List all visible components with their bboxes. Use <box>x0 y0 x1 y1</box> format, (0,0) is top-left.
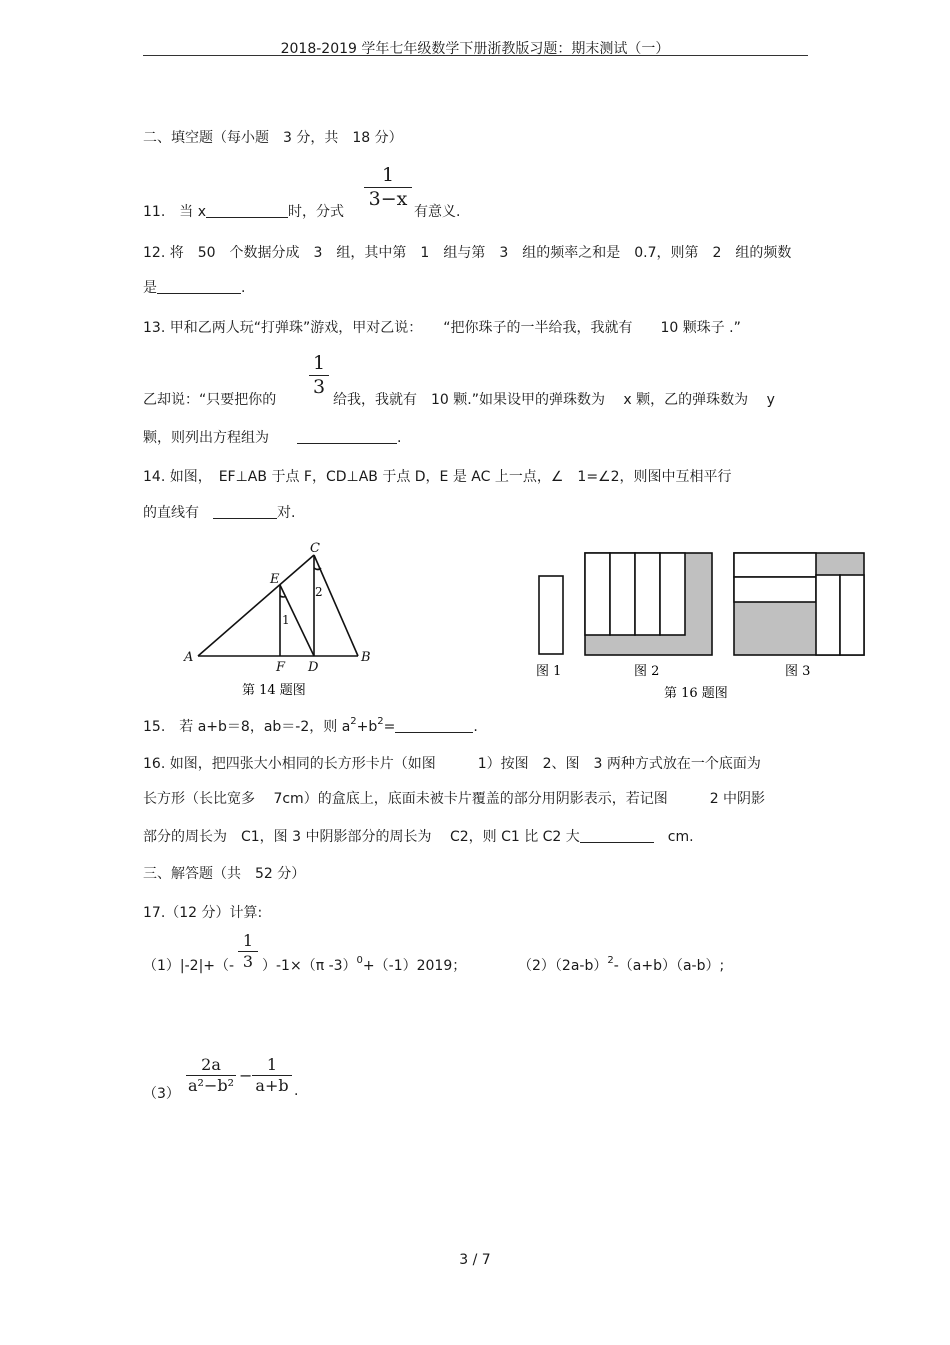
q11-tail: 有意义. <box>414 204 461 220</box>
q11-mid: 时，分式 <box>288 204 344 220</box>
segment-AC <box>198 555 314 656</box>
fig2-card-2 <box>610 553 635 635</box>
q17-part3-numerator-1: 2a <box>201 1055 221 1074</box>
angle-1-arc <box>280 596 286 597</box>
q15-sup-1: 2 <box>350 716 357 727</box>
fig3-card-right-1 <box>816 575 840 655</box>
question-11 <box>143 201 344 221</box>
question-17-title: 17.（12 分）计算: <box>143 905 263 921</box>
q16-line3-tail: cm. <box>667 829 694 845</box>
label-C: C <box>310 541 320 556</box>
question-16-line1: 16. 如图，把四张大小相同的长方形卡片（如图 1）按图 2、图 3 两种方式放在一个底面为 <box>143 756 761 772</box>
q11-fraction-denominator: 3−x <box>368 188 408 210</box>
question-16-line2: 长方形（长比宽多 7cm）的盒底上，底面未被卡片覆盖的部分用阴影表示，若记图 2 中阴影 <box>143 791 766 807</box>
fig3-card-right-2 <box>840 575 864 655</box>
label-F: F <box>276 660 286 675</box>
q14-tail: 对. <box>277 505 296 521</box>
q13-line3-lead: 颗，则列出方程组为 <box>143 430 269 446</box>
q17-part2-sup: 2 <box>607 955 614 966</box>
q13-fraction <box>309 354 329 397</box>
q17-part2-tail: -（a+b）（a-b）; <box>613 958 725 974</box>
fig3-card-top-2 <box>734 577 816 602</box>
question-13-line3 <box>143 427 401 447</box>
q16-line3-lead: 部分的周长为 C1，图 3 中阴影部分的周长为 C2，则 C1 比 C2 大 <box>143 829 580 845</box>
q17-part3-fraction-1 <box>186 1057 236 1094</box>
angle-2-arc <box>314 568 321 570</box>
question-12-line2 <box>143 277 245 297</box>
figure-16-rectangles <box>530 545 870 705</box>
fig2-card-3 <box>635 553 660 635</box>
section-title-fill-in: 二、填空题（每小题 3 分，共 18 分） <box>143 130 403 146</box>
q17-part3-label: （3） <box>143 1086 180 1102</box>
label-E: E <box>270 572 280 587</box>
q12-lead: 是 <box>143 280 157 296</box>
fig1-card <box>539 576 563 654</box>
fig2-card-4 <box>660 553 685 635</box>
fig2 <box>585 553 712 655</box>
q12-tail: . <box>241 280 246 296</box>
q11-fraction-numerator: 1 <box>381 164 395 186</box>
question-15 <box>143 716 478 736</box>
q13-line2-lead: 乙却说：“只要把你的 <box>143 392 277 408</box>
q17-part3-numerator-2: 1 <box>266 1055 278 1074</box>
figure-14-triangle <box>180 538 380 703</box>
q15-sup-2: 2 <box>377 716 384 727</box>
section-title-solve: 三、解答题（共 52 分） <box>143 866 306 882</box>
q17-part3-fraction-2 <box>252 1057 292 1094</box>
q17-part2-text: （2）（2a-b） <box>518 958 608 974</box>
q13-line3-tail: . <box>397 430 402 446</box>
question-13-line1: 13. 甲和乙两人玩“打弹珠”游戏，甲对乙说： “把你珠子的一半给我，我就有 10 颗珠子 .” <box>143 320 741 336</box>
page-number: 3 / 7 <box>459 1252 491 1268</box>
q17-part1-sup: 0 <box>356 955 363 966</box>
header-rule <box>143 55 808 56</box>
q13-fraction-numerator: 1 <box>312 352 326 374</box>
q13-fraction-denominator: 3 <box>312 376 326 398</box>
fig3-card-top-1 <box>734 553 816 577</box>
q11-fraction <box>364 166 412 209</box>
q17-part1-numerator: 1 <box>242 931 254 950</box>
q16-answer-blank[interactable] <box>580 828 654 843</box>
q13-line2-tail: 给我，我就有 10 颗.”如果设甲的弹珠数为 x 颗，乙的弹珠数为 y <box>333 392 775 408</box>
q17-part3-denominator-2: a+b <box>255 1076 289 1095</box>
q17-part2 <box>518 955 724 975</box>
question-14-line2 <box>143 502 295 522</box>
q17-part3-denominator-1: a²−b² <box>187 1076 234 1095</box>
q15-mid: +b <box>356 719 378 735</box>
q17-part1-tail: +（-1）2019； <box>362 958 467 974</box>
label-D: D <box>308 660 319 675</box>
q11-answer-blank[interactable] <box>206 203 288 218</box>
question-16-line3 <box>143 826 694 846</box>
label-B: B <box>361 650 371 665</box>
q15-answer-blank[interactable] <box>395 718 473 733</box>
segment-CB <box>314 555 358 656</box>
label-angle-1: 1 <box>282 613 290 627</box>
label-angle-2: 2 <box>315 585 323 599</box>
q17-part1-lead: （1）|-2|+（- <box>143 958 235 974</box>
q12-answer-blank[interactable] <box>157 279 241 294</box>
fig2-label: 图 2 <box>634 664 660 679</box>
fig3-label: 图 3 <box>785 664 811 679</box>
q15-eq: = <box>383 719 396 735</box>
q15-lead: 15. 若 a+b＝8，ab＝-2，则 a <box>143 719 351 735</box>
q17-part1-fraction <box>238 933 258 970</box>
figure-16-caption: 第 16 题图 <box>664 686 728 701</box>
q17-part1-denominator: 3 <box>242 952 254 971</box>
label-A: A <box>184 650 194 665</box>
fig3 <box>734 553 864 655</box>
page-header-title: 2018-2019 学年七年级数学下册浙教版习题：期末测试（一） <box>280 41 670 57</box>
q11-lead: 11. 当 x <box>143 204 206 220</box>
q13-answer-blank[interactable] <box>297 429 397 444</box>
q15-tail: . <box>473 719 478 735</box>
q17-part1-mid: ）-1×（π -3） <box>262 958 357 974</box>
q14-answer-blank[interactable] <box>213 504 277 519</box>
question-14-line1: 14. 如图， EF⊥AB 于点 F，CD⊥AB 于点 D，E 是 AC 上一点，∠ 1=∠2，则图中互相平行 <box>143 469 732 485</box>
q17-part1-rest <box>262 955 466 975</box>
figure-14-caption: 第 14 题图 <box>242 683 306 698</box>
q14-lead: 的直线有 <box>143 505 199 521</box>
q17-part3-tail: . <box>294 1083 299 1099</box>
q17-part3-minus: − <box>239 1066 253 1085</box>
question-12-line1: 12. 将 50 个数据分成 3 组，其中第 1 组与第 3 组的频率之和是 0.7，则第 2 组的频数 <box>143 245 792 261</box>
fig1-label: 图 1 <box>536 664 562 679</box>
fig2-card-1 <box>585 553 610 635</box>
